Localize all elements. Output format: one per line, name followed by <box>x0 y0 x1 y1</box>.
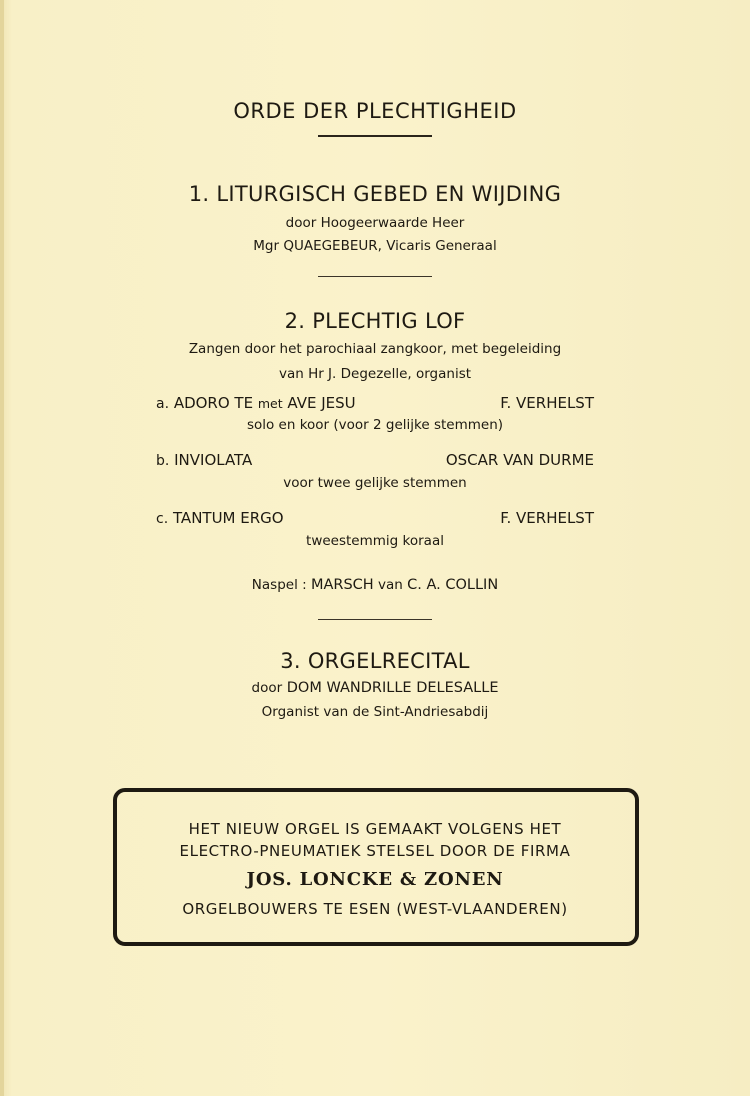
item-a-composer: F. VERHELST <box>500 394 594 412</box>
section1-line2: Mgr QUAEGEBEUR, Vicaris Generaal <box>253 238 497 254</box>
section2-line2: van Hr J. Degezelle, organist <box>278 366 472 382</box>
item-a-connector: met <box>257 396 283 411</box>
item-a-note: solo en koor (voor 2 gelijke stemmen) <box>246 417 504 433</box>
item-c-note: tweestemmig koraal <box>306 533 444 549</box>
item-b-title <box>156 451 252 469</box>
notice-company: JOS. LONCKE & ZONEN <box>246 869 504 890</box>
naspel-line <box>0 577 750 593</box>
section3-line2: Organist van de Sint-Andriesabdij <box>261 704 489 720</box>
naspel-label: Naspel : <box>251 577 307 593</box>
item-c-title-a: TANTUM ERGO <box>172 509 284 527</box>
item-a-title-a: ADORO TE <box>173 394 254 412</box>
item-a-title-b: AVE JESU <box>287 394 356 412</box>
title-divider <box>318 135 432 137</box>
page-title: ORDE DER PLECHTIGHEID <box>233 99 517 123</box>
section1-heading: 1. LITURGISCH GEBED EN WIJDING <box>188 182 562 206</box>
item-b-title-a: INVIOLATA <box>174 451 253 469</box>
section1-divider <box>318 276 432 277</box>
section1-line1: door Hoogeerwaarde Heer <box>285 215 465 231</box>
section2-line1: Zangen door het parochiaal zangkoor, met begeleiding <box>188 341 562 357</box>
item-c-composer: F. VERHELST <box>500 509 594 527</box>
item-a-letter: a. <box>156 396 170 412</box>
section3-heading: 3. ORGELRECITAL <box>280 649 470 673</box>
item-c-title <box>156 509 284 527</box>
naspel-composer: C. A. COLLIN <box>407 577 499 593</box>
section3-door: door <box>251 680 283 696</box>
item-a-title <box>156 394 356 412</box>
naspel-title: MARSCH <box>310 577 374 593</box>
notice-box <box>113 788 639 946</box>
notice-line2: ELECTRO-PNEUMATIEK STELSEL DOOR DE FIRMA <box>179 842 571 860</box>
notice-line3: ORGELBOUWERS TE ESEN (WEST-VLAANDEREN) <box>182 900 568 918</box>
section2-divider <box>318 619 432 620</box>
item-b-note: voor twee gelijke stemmen <box>283 475 467 491</box>
section2-heading: 2. PLECHTIG LOF <box>284 309 466 333</box>
notice-line1: HET NIEUW ORGEL IS GEMAAKT VOLGENS HET <box>188 820 562 838</box>
section3-performer: DOM WANDRILLE DELESALLE <box>286 680 499 696</box>
item-b-letter: b. <box>156 453 170 469</box>
naspel-van: van <box>378 577 403 593</box>
item-c-letter: c. <box>156 511 169 527</box>
section3-line1 <box>0 680 750 696</box>
item-b-composer: OSCAR VAN DURME <box>445 451 594 469</box>
